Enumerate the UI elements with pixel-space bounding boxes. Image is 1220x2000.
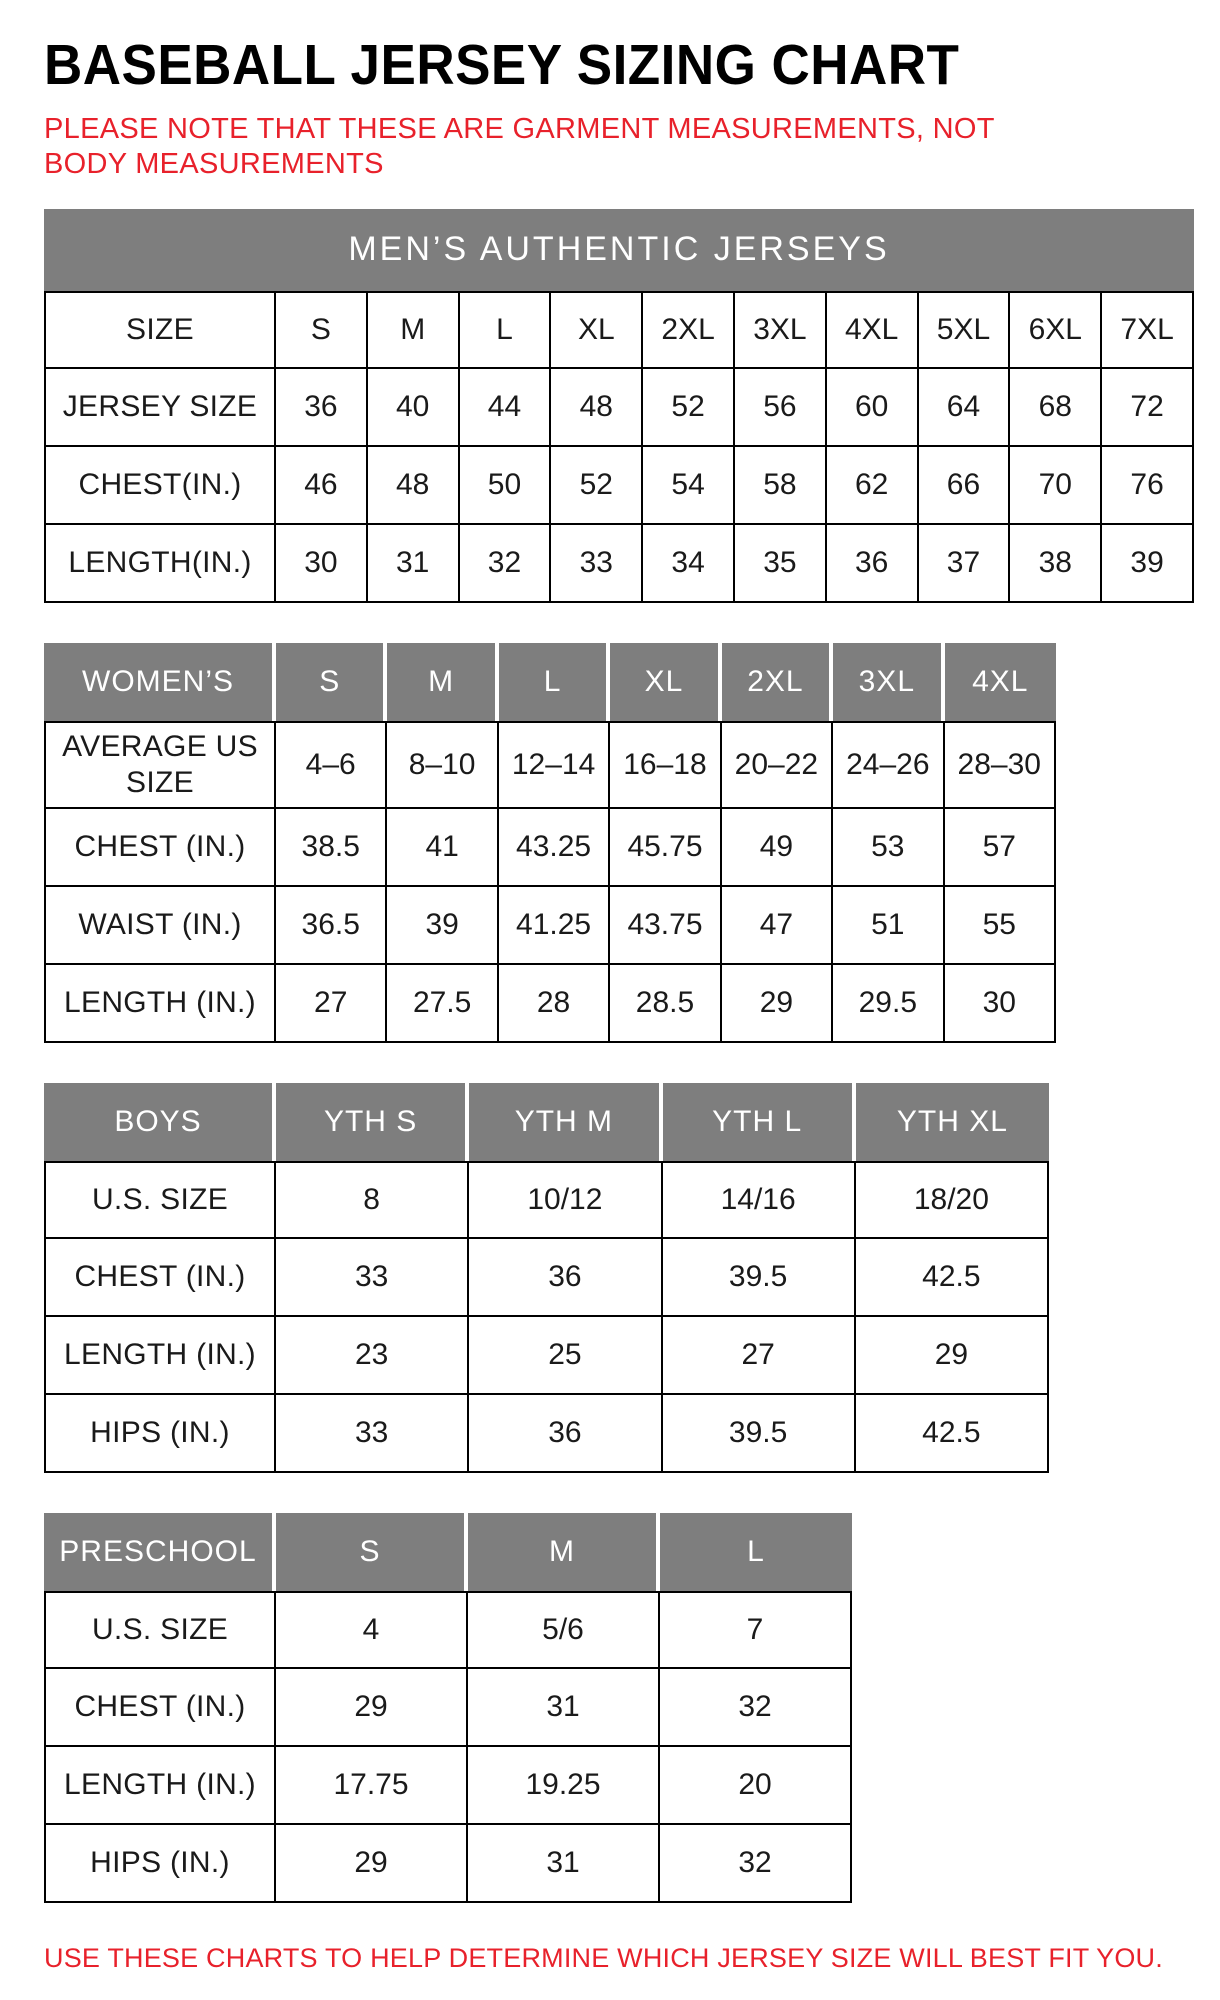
table-cell: 17.75 xyxy=(276,1747,468,1825)
table-cell: 25 xyxy=(469,1317,662,1395)
row-label: JERSEY SIZE xyxy=(44,369,276,447)
column-header: M xyxy=(387,643,498,721)
table-cell: 20–22 xyxy=(722,721,833,809)
row-label: LENGTH (IN.) xyxy=(44,965,276,1043)
column-header: S xyxy=(276,643,387,721)
table-cell: 31 xyxy=(468,1669,660,1747)
table-cell: 43.25 xyxy=(499,809,610,887)
page-title: BASEBALL JERSEY SIZING CHART xyxy=(44,33,960,97)
column-header: 4XL xyxy=(945,643,1056,721)
table-cell: 55 xyxy=(945,887,1056,965)
column-header: M xyxy=(468,1513,660,1591)
column-header: 2XL xyxy=(722,643,833,721)
table-cell: 27.5 xyxy=(387,965,498,1043)
row-label: CHEST (IN.) xyxy=(44,1669,276,1747)
row-label: LENGTH(IN.) xyxy=(44,525,276,603)
table-cell: 70 xyxy=(1010,447,1102,525)
table-row xyxy=(44,1317,1049,1395)
table-cell: 39.5 xyxy=(663,1239,856,1317)
column-header: XL xyxy=(610,643,721,721)
table-cell: 35 xyxy=(735,525,827,603)
table-cell: 7XL xyxy=(1102,291,1194,369)
row-label: U.S. SIZE xyxy=(44,1591,276,1669)
row-label: CHEST (IN.) xyxy=(44,1239,276,1317)
table-cell: 32 xyxy=(660,1669,852,1747)
table-cell: 3XL xyxy=(735,291,827,369)
table-cell: 27 xyxy=(276,965,387,1043)
table-cell: 40 xyxy=(368,369,460,447)
table-cell: 44 xyxy=(460,369,552,447)
table-cell: 58 xyxy=(735,447,827,525)
table-header-row xyxy=(44,1513,852,1591)
table-row xyxy=(44,1747,852,1825)
table-row xyxy=(44,1395,1049,1473)
table-cell: 29 xyxy=(856,1317,1049,1395)
table-cell: 31 xyxy=(468,1825,660,1903)
table-cell: 38.5 xyxy=(276,809,387,887)
table-cell: 29 xyxy=(722,965,833,1043)
table-cell: 68 xyxy=(1010,369,1102,447)
table-cell: 47 xyxy=(722,887,833,965)
table-cell: 60 xyxy=(827,369,919,447)
table-header-row xyxy=(44,1083,1049,1161)
table-cell: S xyxy=(276,291,368,369)
table-cell: 34 xyxy=(643,525,735,603)
table-row xyxy=(44,1669,852,1747)
mens-sizing-table xyxy=(44,291,1194,603)
column-header: YTH XL xyxy=(856,1083,1049,1161)
table-row xyxy=(44,1825,852,1903)
table-cell: 54 xyxy=(643,447,735,525)
table-cell: 52 xyxy=(643,369,735,447)
table-row xyxy=(44,887,1056,965)
table-cell: 8 xyxy=(276,1161,469,1239)
table-cell: 16–18 xyxy=(610,721,721,809)
table-cell: 29 xyxy=(276,1825,468,1903)
table-cell: 29.5 xyxy=(833,965,944,1043)
table-cell: 33 xyxy=(551,525,643,603)
table-cell: 32 xyxy=(660,1825,852,1903)
table-cell: 5XL xyxy=(919,291,1011,369)
mens-jerseys-section xyxy=(44,209,1176,603)
table-cell: 36 xyxy=(469,1239,662,1317)
table-row xyxy=(44,1591,852,1669)
table-row xyxy=(44,369,1194,447)
table-cell: 5/6 xyxy=(468,1591,660,1669)
table-row xyxy=(44,291,1194,369)
table-cell: 41.25 xyxy=(499,887,610,965)
row-label: CHEST(IN.) xyxy=(44,447,276,525)
table-cell: 29 xyxy=(276,1669,468,1747)
table-cell: 38 xyxy=(1010,525,1102,603)
table-cell: 14/16 xyxy=(663,1161,856,1239)
table-row xyxy=(44,965,1056,1043)
table-cell: 23 xyxy=(276,1317,469,1395)
womens-jerseys-section xyxy=(44,643,1176,1043)
table-cell: 27 xyxy=(663,1317,856,1395)
table-cell: L xyxy=(460,291,552,369)
table-cell: 48 xyxy=(551,369,643,447)
footer-text: USE THESE CHARTS TO HELP DETERMINE WHICH JERSEY SIZE WILL BEST FIT YOU. xyxy=(44,1942,1163,1973)
table-cell: 66 xyxy=(919,447,1011,525)
table-cell: 24–26 xyxy=(833,721,944,809)
table-cell: 62 xyxy=(827,447,919,525)
table-corner-label: BOYS xyxy=(44,1083,276,1161)
table-cell: 12–14 xyxy=(499,721,610,809)
column-header: L xyxy=(660,1513,852,1591)
table-cell: 39 xyxy=(1102,525,1194,603)
row-label: LENGTH (IN.) xyxy=(44,1317,276,1395)
column-header: 3XL xyxy=(833,643,944,721)
table-cell: 28–30 xyxy=(945,721,1056,809)
table-row xyxy=(44,809,1056,887)
table-cell: 49 xyxy=(722,809,833,887)
table-cell: 56 xyxy=(735,369,827,447)
row-label: CHEST (IN.) xyxy=(44,809,276,887)
table-corner-label: PRESCHOOL xyxy=(44,1513,276,1591)
table-cell: 4XL xyxy=(827,291,919,369)
table-cell: 2XL xyxy=(643,291,735,369)
boys-jerseys-section xyxy=(44,1083,1176,1473)
row-label: WAIST (IN.) xyxy=(44,887,276,965)
row-label: U.S. SIZE xyxy=(44,1161,276,1239)
garment-measurements-note: PLEASE NOTE THAT THESE ARE GARMENT MEASUREMENTS, NOT BODY MEASUREMENTS xyxy=(44,113,995,181)
column-header: YTH M xyxy=(469,1083,662,1161)
table-header-row xyxy=(44,643,1056,721)
table-cell: 53 xyxy=(833,809,944,887)
table-cell: 36 xyxy=(276,369,368,447)
table-cell: XL xyxy=(551,291,643,369)
table-cell: 42.5 xyxy=(856,1239,1049,1317)
table-cell: 6XL xyxy=(1010,291,1102,369)
table-cell: 46 xyxy=(276,447,368,525)
table-cell: 72 xyxy=(1102,369,1194,447)
preschool-jerseys-section xyxy=(44,1513,1176,1903)
table-row xyxy=(44,447,1194,525)
table-cell: 50 xyxy=(460,447,552,525)
table-cell: 10/12 xyxy=(469,1161,662,1239)
table-cell: 57 xyxy=(945,809,1056,887)
table-cell: 64 xyxy=(919,369,1011,447)
table-cell: 31 xyxy=(368,525,460,603)
column-header: S xyxy=(276,1513,468,1591)
row-label: AVERAGE US SIZE xyxy=(44,721,276,809)
table-cell: 4–6 xyxy=(276,721,387,809)
table-corner-label: WOMEN’S xyxy=(44,643,276,721)
table-cell: 32 xyxy=(460,525,552,603)
table-cell: 52 xyxy=(551,447,643,525)
table-cell: 43.75 xyxy=(610,887,721,965)
table-cell: 39.5 xyxy=(663,1395,856,1473)
table-row xyxy=(44,1161,1049,1239)
table-cell: 51 xyxy=(833,887,944,965)
table-cell: 41 xyxy=(387,809,498,887)
row-label: HIPS (IN.) xyxy=(44,1825,276,1903)
table-cell: 76 xyxy=(1102,447,1194,525)
table-cell: M xyxy=(368,291,460,369)
table-cell: 45.75 xyxy=(610,809,721,887)
table-cell: 48 xyxy=(368,447,460,525)
table-cell: 19.25 xyxy=(468,1747,660,1825)
table-cell: 39 xyxy=(387,887,498,965)
table-row xyxy=(44,525,1194,603)
boys-sizing-table xyxy=(44,1083,1049,1473)
column-header: YTH L xyxy=(663,1083,856,1161)
row-label: SIZE xyxy=(44,291,276,369)
column-header: YTH S xyxy=(276,1083,469,1161)
table-cell: 37 xyxy=(919,525,1011,603)
preschool-sizing-table xyxy=(44,1513,852,1903)
mens-table-banner: MEN’S AUTHENTIC JERSEYS xyxy=(44,209,1194,291)
table-cell: 30 xyxy=(276,525,368,603)
womens-sizing-table xyxy=(44,643,1056,1043)
table-row xyxy=(44,1239,1049,1317)
table-cell: 8–10 xyxy=(387,721,498,809)
table-cell: 42.5 xyxy=(856,1395,1049,1473)
column-header: L xyxy=(499,643,610,721)
table-cell: 18/20 xyxy=(856,1161,1049,1239)
table-cell: 33 xyxy=(276,1239,469,1317)
table-cell: 30 xyxy=(945,965,1056,1043)
table-cell: 20 xyxy=(660,1747,852,1825)
table-cell: 28.5 xyxy=(610,965,721,1043)
table-cell: 4 xyxy=(276,1591,468,1669)
table-cell: 33 xyxy=(276,1395,469,1473)
row-label: LENGTH (IN.) xyxy=(44,1747,276,1825)
table-row xyxy=(44,721,1056,809)
table-cell: 7 xyxy=(660,1591,852,1669)
table-cell: 36 xyxy=(827,525,919,603)
table-cell: 36 xyxy=(469,1395,662,1473)
table-cell: 28 xyxy=(499,965,610,1043)
table-cell: 36.5 xyxy=(276,887,387,965)
row-label: HIPS (IN.) xyxy=(44,1395,276,1473)
